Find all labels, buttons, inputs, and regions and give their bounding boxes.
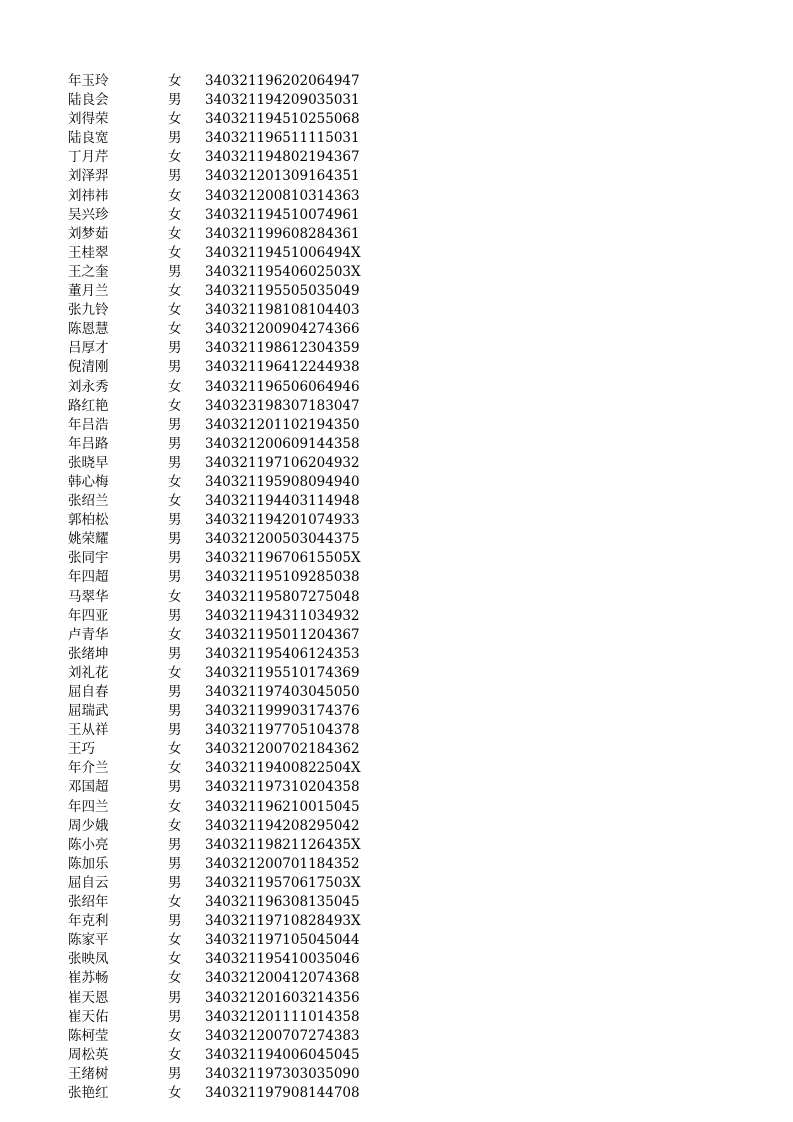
person-id-number: 340321201603214356 (205, 989, 360, 1006)
person-name: 刘永秀 (68, 378, 109, 395)
person-gender: 男 (168, 722, 182, 739)
person-id-number: 340321195109285038 (205, 569, 360, 586)
person-name: 陆良宽 (68, 130, 109, 147)
person-id-number: 340321199903174376 (205, 703, 360, 720)
person-gender: 男 (168, 684, 182, 700)
person-gender: 女 (168, 206, 182, 223)
person-gender: 男 (168, 855, 182, 872)
person-gender: 男 (168, 531, 182, 548)
person-name: 姚荣耀 (68, 531, 109, 548)
person-id-number: 340321194209035031 (205, 92, 360, 109)
person-id-number: 340321199608284361 (205, 225, 360, 242)
person-name: 陈柯莹 (68, 1027, 109, 1044)
person-name: 丁月芹 (68, 149, 109, 166)
person-gender: 女 (168, 244, 182, 261)
person-gender: 男 (168, 874, 182, 891)
person-gender: 女 (168, 664, 182, 681)
person-name: 吴兴珍 (68, 206, 109, 223)
person-name: 张艳红 (68, 1084, 109, 1101)
person-name: 马翠华 (68, 588, 109, 605)
person-id-number: 34032119540602503X (205, 263, 361, 280)
person-id-number: 340321200701184352 (205, 855, 360, 872)
person-id-number: 340321197310204358 (205, 779, 360, 796)
person-gender: 女 (168, 302, 182, 319)
person-id-number: 340321195908094940 (205, 473, 360, 490)
person-gender: 男 (168, 454, 182, 471)
person-id-number: 34032119821126435X (205, 836, 361, 853)
person-gender: 男 (168, 416, 182, 433)
person-gender: 男 (168, 130, 182, 147)
person-name: 年吕路 (68, 435, 109, 452)
person-gender: 男 (168, 607, 182, 624)
person-name: 刘礼花 (68, 664, 109, 681)
person-name: 邓国超 (68, 779, 109, 796)
person-gender: 女 (168, 1027, 182, 1044)
person-id-number: 340321200702184362 (205, 741, 360, 758)
person-gender: 女 (168, 187, 182, 204)
person-name: 刘祎祎 (68, 187, 109, 204)
person-id-number: 340321197908144708 (205, 1084, 360, 1101)
person-id-number: 340321194311034932 (205, 607, 360, 624)
person-id-number: 340321196412244938 (205, 359, 360, 376)
person-gender: 男 (168, 1008, 182, 1025)
person-gender: 女 (168, 932, 182, 949)
person-gender: 女 (168, 760, 182, 777)
person-id-number: 340321195011204367 (205, 626, 360, 643)
person-name: 年玉玲 (68, 73, 109, 89)
person-gender: 男 (168, 340, 182, 357)
person-gender: 女 (168, 798, 182, 815)
person-id-number: 340321196202064947 (205, 73, 360, 89)
person-name: 王从祥 (68, 722, 109, 739)
person-gender: 女 (168, 111, 182, 128)
person-name: 年四兰 (68, 798, 109, 815)
person-id-number: 34032119710828493X (205, 913, 361, 930)
person-gender: 女 (168, 588, 182, 605)
person-name: 年四亚 (68, 607, 109, 624)
person-name: 卢青华 (68, 626, 109, 643)
person-name: 张绍年 (68, 894, 109, 911)
person-id-number: 340321200810314363 (205, 187, 360, 204)
person-name: 王绪树 (68, 1065, 109, 1082)
person-id-number: 340321195406124353 (205, 645, 360, 662)
person-id-number: 340321194802194367 (205, 149, 360, 166)
person-id-number: 340321197403045050 (205, 684, 360, 700)
person-gender: 女 (168, 493, 182, 510)
person-id-number: 340321198108104403 (205, 302, 360, 319)
person-name: 崔天佑 (68, 1008, 109, 1025)
person-gender: 女 (168, 149, 182, 166)
person-id-number: 340321194201074933 (205, 512, 360, 529)
person-name: 王之奎 (68, 263, 109, 280)
person-name: 董月兰 (68, 283, 109, 300)
person-name: 路红艳 (68, 397, 109, 414)
person-gender: 女 (168, 741, 182, 758)
person-id-number: 34032119451006494X (205, 244, 361, 261)
person-id-number: 340321194510255068 (205, 111, 360, 128)
person-gender: 女 (168, 951, 182, 968)
person-id-number: 340321196308135045 (205, 894, 360, 911)
person-id-number: 340321200707274383 (205, 1027, 360, 1044)
person-id-number: 340321194403114948 (205, 493, 360, 510)
person-id-number: 340321194510074961 (205, 206, 360, 223)
person-gender: 女 (168, 73, 182, 89)
person-name: 陈加乐 (68, 855, 109, 872)
person-name: 崔天恩 (68, 989, 109, 1006)
person-gender: 男 (168, 359, 182, 376)
person-id-number: 340321197303035090 (205, 1065, 360, 1082)
person-id-number: 340321196511115031 (205, 130, 360, 147)
person-gender: 女 (168, 970, 182, 987)
person-name: 陈家平 (68, 932, 109, 949)
person-name: 刘得荣 (68, 111, 109, 128)
person-id-number: 340321200412074368 (205, 970, 360, 987)
person-gender: 男 (168, 836, 182, 853)
person-id-number: 340321196210015045 (205, 798, 360, 815)
person-id-number: 340321200503044375 (205, 531, 360, 548)
person-gender: 男 (168, 989, 182, 1006)
person-gender: 男 (168, 703, 182, 720)
person-name: 王桂翠 (68, 244, 109, 261)
person-id-number: 340321195505035049 (205, 283, 360, 300)
person-id-number: 340321196506064946 (205, 378, 360, 395)
person-name: 张晓早 (68, 454, 109, 471)
person-name: 陆良会 (68, 92, 109, 109)
person-gender: 女 (168, 225, 182, 242)
person-id-number: 340321194006045045 (205, 1046, 360, 1063)
person-gender: 女 (168, 321, 182, 338)
person-name: 张映凤 (68, 951, 109, 968)
person-name: 年介兰 (68, 760, 109, 777)
person-name: 周松英 (68, 1046, 109, 1063)
person-gender: 男 (168, 435, 182, 452)
person-id-number: 340321195807275048 (205, 588, 360, 605)
person-name: 陈恩慧 (68, 321, 109, 338)
person-gender: 女 (168, 473, 182, 490)
person-name: 崔苏畅 (68, 970, 109, 987)
person-name: 陈小亮 (68, 836, 109, 853)
person-id-number: 340321197105045044 (205, 932, 360, 949)
person-name: 周少娥 (68, 817, 109, 834)
person-gender: 女 (168, 1084, 182, 1101)
person-name: 倪清刚 (68, 359, 109, 376)
person-id-number: 340321195510174369 (205, 664, 360, 681)
person-gender: 男 (168, 569, 182, 586)
person-id-number: 340321197106204932 (205, 454, 360, 471)
person-name: 张绍兰 (68, 493, 109, 510)
person-id-number: 340321201111014358 (205, 1008, 360, 1025)
person-name: 韩心梅 (68, 473, 109, 490)
person-id-number: 34032119670615505X (205, 550, 361, 567)
person-gender: 男 (168, 92, 182, 109)
person-id-number: 340321200609144358 (205, 435, 360, 452)
person-gender: 男 (168, 779, 182, 796)
person-gender: 男 (168, 913, 182, 930)
person-name: 吕厚才 (68, 340, 109, 357)
person-gender: 男 (168, 512, 182, 529)
person-name: 张同宇 (68, 550, 109, 567)
person-id-number: 340321201309164351 (205, 168, 360, 185)
person-name: 屈自云 (68, 874, 109, 891)
person-gender: 女 (168, 626, 182, 643)
person-id-number: 340321201102194350 (205, 416, 360, 433)
person-name: 张九铃 (68, 302, 109, 319)
person-gender: 女 (168, 894, 182, 911)
person-gender: 男 (168, 168, 182, 185)
person-name: 王巧 (68, 741, 95, 758)
person-name: 年吕浩 (68, 416, 109, 433)
person-id-number: 340321197705104378 (205, 722, 360, 739)
person-gender: 女 (168, 397, 182, 414)
person-id-number: 34032119570617503X (205, 874, 361, 891)
person-gender: 女 (168, 283, 182, 300)
person-gender: 男 (168, 263, 182, 280)
person-name: 屈自春 (68, 684, 109, 700)
person-gender: 男 (168, 1065, 182, 1082)
person-id-number: 340321195410035046 (205, 951, 360, 968)
person-name: 郭柏松 (68, 512, 109, 529)
person-name: 年克利 (68, 913, 109, 930)
person-name: 年四超 (68, 569, 109, 586)
person-name: 张绪坤 (68, 645, 109, 662)
person-id-number: 340321198612304359 (205, 340, 360, 357)
person-id-number: 34032119400822504X (205, 760, 361, 777)
person-id-number: 340321200904274366 (205, 321, 360, 338)
person-name: 刘梦茹 (68, 225, 109, 242)
person-gender: 女 (168, 378, 182, 395)
person-name: 刘泽羿 (68, 168, 109, 185)
person-gender: 女 (168, 817, 182, 834)
person-gender: 男 (168, 645, 182, 662)
person-gender: 女 (168, 1046, 182, 1063)
person-id-number: 340323198307183047 (205, 397, 360, 414)
person-gender: 男 (168, 550, 182, 567)
person-name: 屈瑞武 (68, 703, 109, 720)
person-id-number: 340321194208295042 (205, 817, 360, 834)
